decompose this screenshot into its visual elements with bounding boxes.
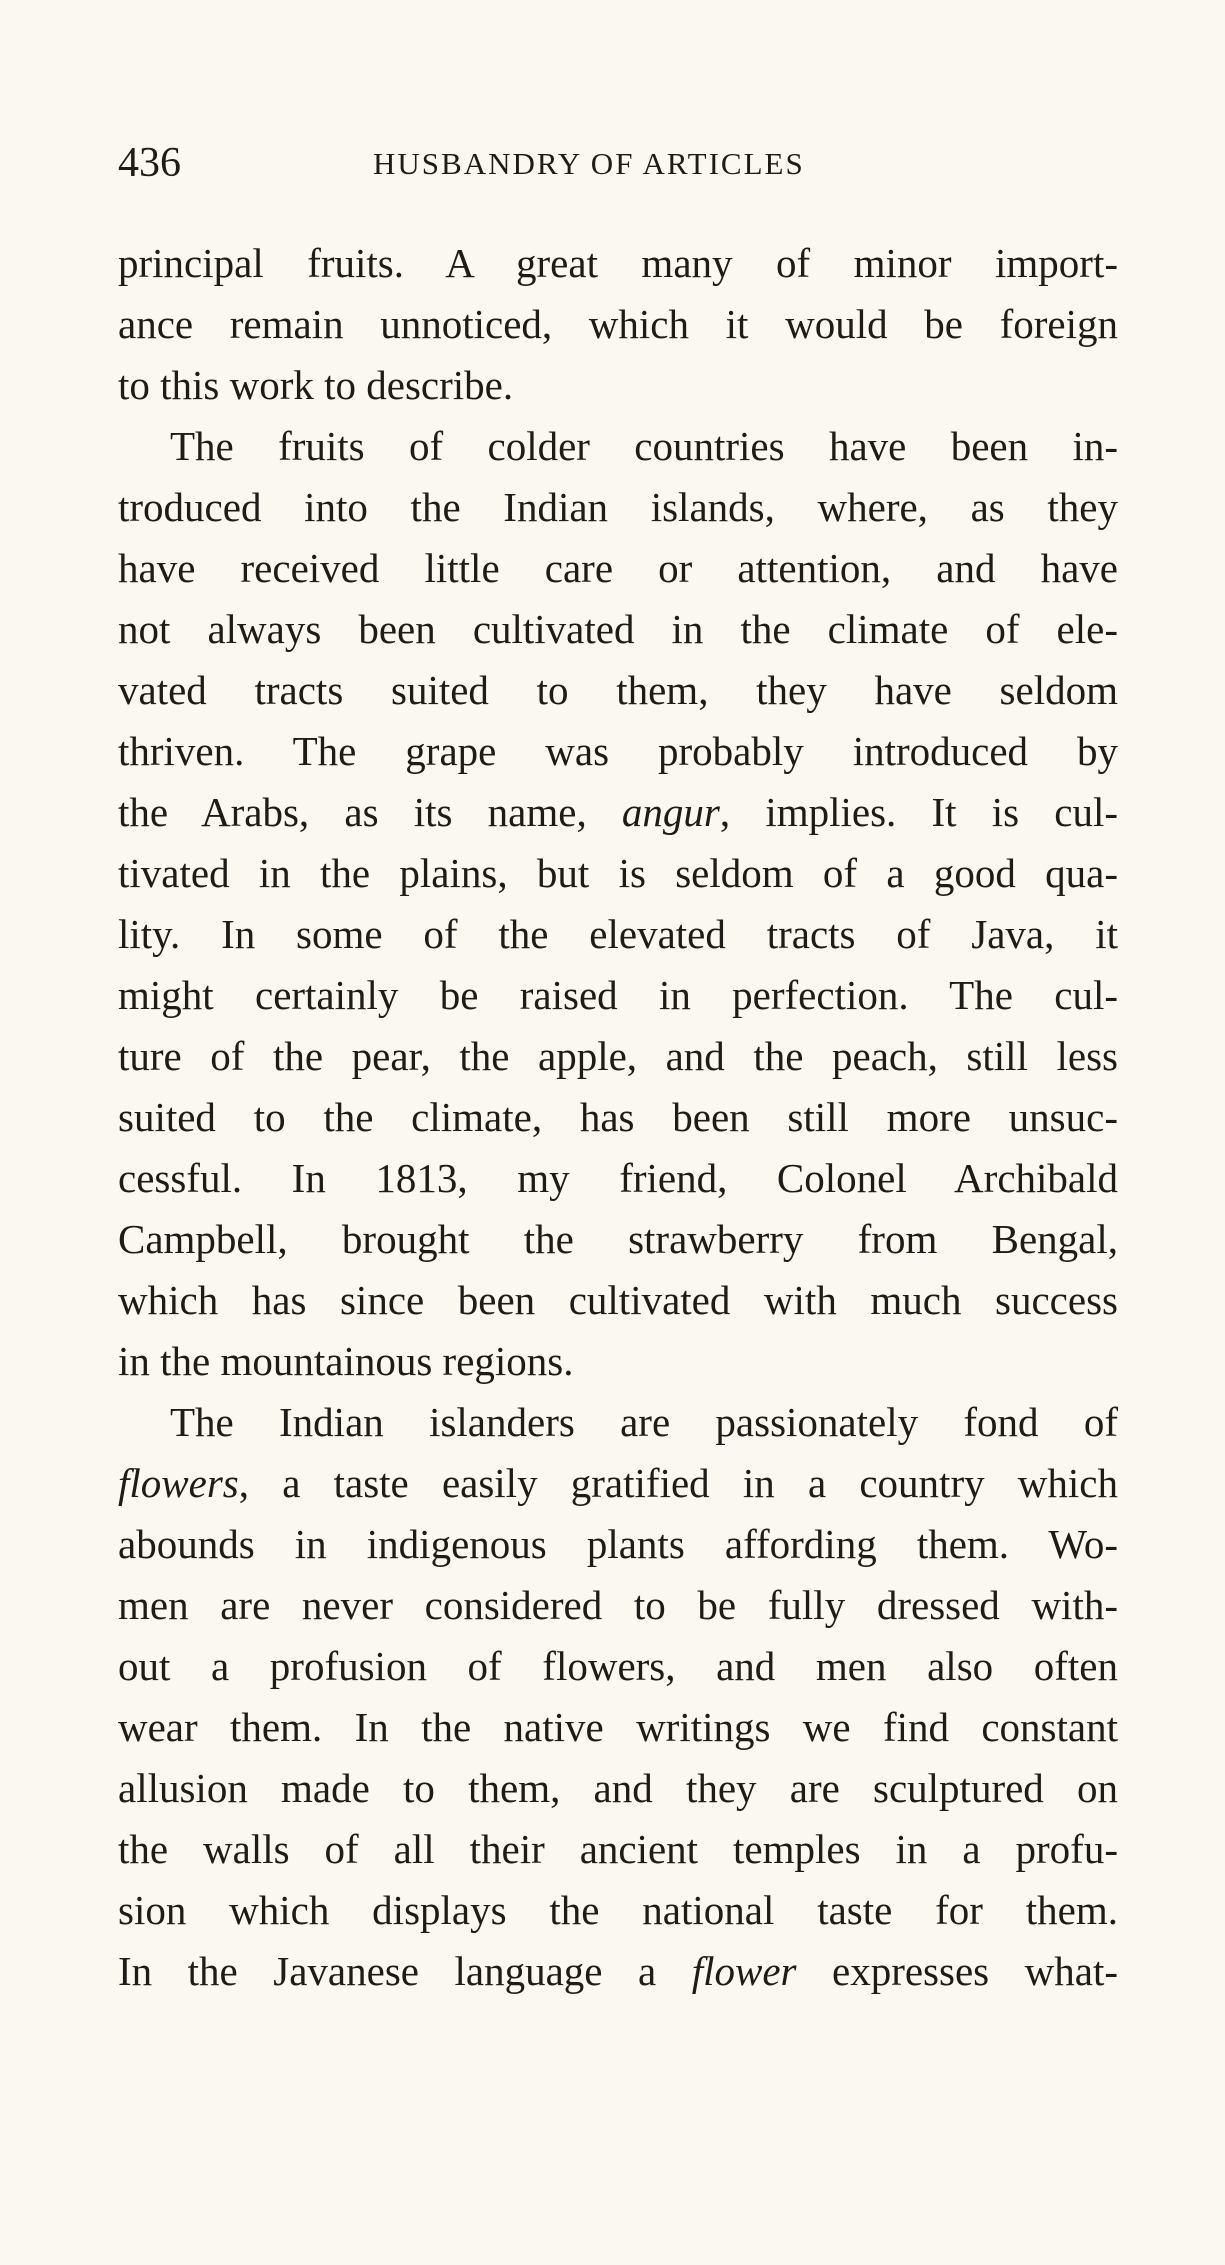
text-line: vated tracts suited to them, they have seldom	[118, 667, 1118, 713]
text-line: thriven. The grape was probably introduced by	[118, 728, 1118, 774]
text-line: abounds in indigenous plants affording them. Wo-	[118, 1521, 1118, 1567]
text-line: Campbell, brought the strawberry from Bengal,	[118, 1216, 1118, 1262]
paragraph-start-line: The Indian islanders are passionately fond of	[170, 1399, 1118, 1445]
text-line: ance remain unnoticed, which it would be foreign	[118, 301, 1118, 347]
text-segment: the Arabs, as its name,	[118, 789, 622, 835]
text-line: out a profusion of flowers, and men also often	[118, 1643, 1118, 1689]
text-line: ture of the pear, the apple, and the peach, still less	[118, 1033, 1118, 1079]
text-line: principal fruits. A great many of minor import-	[118, 240, 1118, 286]
text-line: tivated in the plains, but is seldom of a good qua-	[118, 850, 1118, 896]
text-line-with-italic-word	[118, 782, 1118, 842]
text-line-with-italic-word	[118, 1941, 1118, 2001]
text-line: have received little care or attention, and have	[118, 545, 1118, 591]
running-head: HUSBANDRY OF ARTICLES	[373, 146, 805, 181]
text-line: suited to the climate, has been still more unsuc-	[118, 1094, 1118, 1140]
text-line: cessful. In 1813, my friend, Colonel Archibald	[118, 1155, 1118, 1201]
text-line: not always been cultivated in the climate of ele-	[118, 606, 1118, 652]
text-line: troduced into the Indian islands, where, as they	[118, 484, 1118, 530]
text-line: allusion made to them, and they are sculptured on	[118, 1765, 1118, 1811]
text-line: men are never considered to be fully dressed with-	[118, 1582, 1118, 1628]
italic-word: angur	[621, 789, 720, 835]
text-line-with-italic-word	[118, 1453, 1118, 1513]
text-segment: , implies. It is cul-	[719, 789, 1119, 835]
page-header	[118, 138, 868, 188]
italic-word: flowers	[118, 1460, 239, 1506]
text-line: the walls of all their ancient temples in a profu-	[118, 1826, 1118, 1872]
text-segment: expresses what-	[796, 1948, 1118, 1994]
text-line: might certainly be raised in perfection. The cul-	[118, 972, 1118, 1018]
text-segment: In the Javanese language a	[118, 1948, 692, 1994]
page-number: 436	[118, 140, 181, 186]
text-line: lity. In some of the elevated tracts of Java, it	[118, 911, 1118, 957]
text-line: sion which displays the national taste for them.	[118, 1887, 1118, 1933]
italic-word: flower	[691, 1948, 797, 1994]
text-line: in the mountainous regions.	[118, 1338, 574, 1384]
text-line: to this work to describe.	[118, 362, 514, 408]
text-line: wear them. In the native writings we find constant	[118, 1704, 1118, 1750]
text-line: which has since been cultivated with much success	[118, 1277, 1118, 1323]
paragraph-start-line: The fruits of colder countries have been in-	[170, 423, 1118, 469]
text-segment: , a taste easily gratified in a country which	[238, 1460, 1118, 1506]
